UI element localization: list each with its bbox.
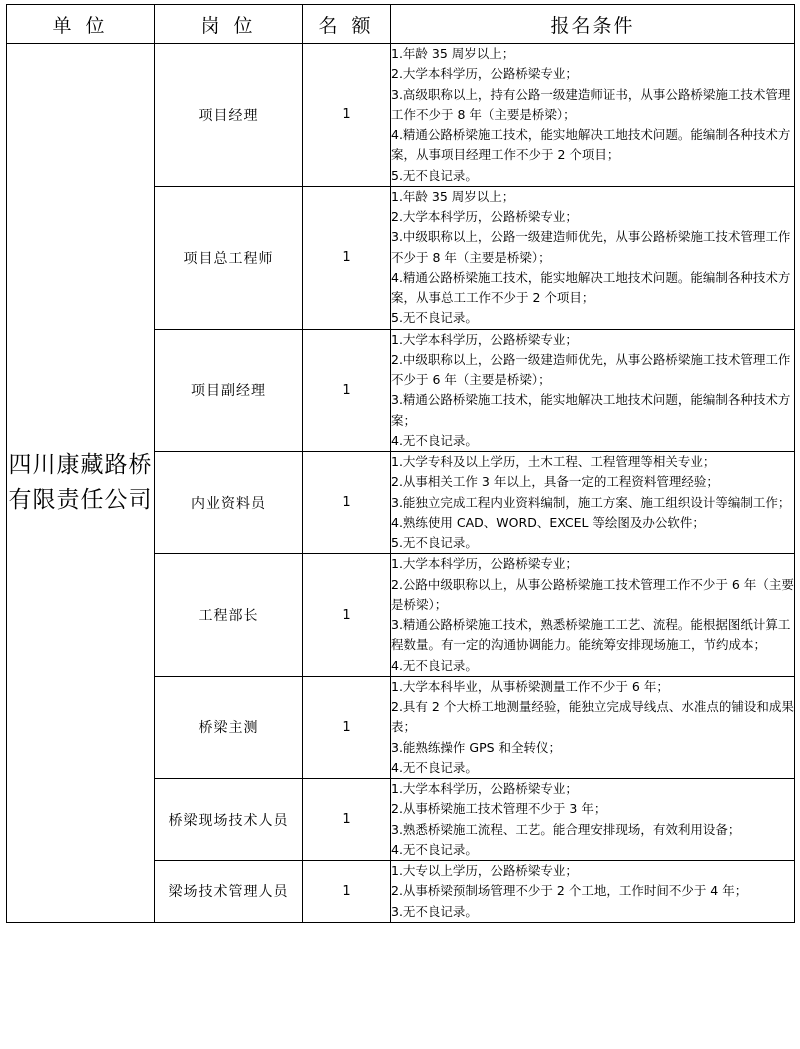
quota-cell: 1 — [303, 44, 391, 187]
condition-line: 1.大学本科学历，公路桥梁专业； — [391, 781, 578, 796]
condition-line: 5.无不良记录。 — [391, 535, 478, 550]
condition-line: 4.无不良记录。 — [391, 432, 478, 448]
column-header-post: 岗 位 — [155, 5, 303, 44]
conditions-cell — [391, 779, 795, 861]
condition-line: 4.精通公路桥梁施工技术，能实地解决工地技术问题。能编制各种技术方案，从事总工工作不少于 2 个项目； — [391, 269, 791, 305]
conditions-cell — [391, 329, 795, 452]
quota-cell: 1 — [303, 861, 391, 923]
condition-line: 3.无不良记录。 — [391, 903, 478, 919]
post-name-cell: 项目总工程师 — [155, 186, 303, 329]
post-name-cell: 项目副经理 — [155, 329, 303, 452]
table-header — [7, 5, 795, 44]
condition-line: 3.精通公路桥梁施工技术，能实地解决工地技术问题，能编制各种技术方案； — [391, 392, 791, 428]
condition-line: 2.大学本科学历，公路桥梁专业； — [391, 209, 578, 224]
condition-line: 1.大学本科毕业，从事桥梁测量工作不少于 6 年； — [391, 678, 669, 694]
condition-line: 2.具有 2 个大桥工地测量经验，能独立完成导线点、水准点的铺设和成果表； — [391, 699, 794, 735]
column-header-conditions: 报名条件 — [391, 5, 795, 44]
conditions-cell — [391, 452, 795, 554]
condition-line: 2.从事相关工作 3 年以上，具备一定的工程资料管理经验； — [391, 474, 719, 490]
post-name-cell: 梁场技术管理人员 — [155, 861, 303, 923]
condition-line: 2.中级职称以上，公路一级建造师优先，从事公路桥梁施工技术管理工作不少于 6 年（主要是桥梁）； — [391, 351, 791, 387]
unit-name-cell: 四川康藏路桥有限责任公司 — [7, 44, 155, 923]
condition-line: 2.从事桥梁施工技术管理不少于 3 年； — [391, 801, 607, 817]
conditions-cell — [391, 676, 795, 778]
post-name-cell: 桥梁现场技术人员 — [155, 779, 303, 861]
condition-line: 4.熟练使用 CAD、WORD、EXCEL 等绘图及办公软件； — [391, 514, 705, 530]
quota-cell: 1 — [303, 452, 391, 554]
condition-line: 3.能独立完成工程内业资料编制，施工方案、施工组织设计等编制工作； — [391, 494, 791, 510]
conditions-cell — [391, 44, 795, 187]
condition-line: 1.大学专科及以上学历，土木工程、工程管理等相关专业； — [391, 454, 716, 469]
condition-line: 2.从事桥梁预制场管理不少于 2 个工地，工作时间不少于 4 年； — [391, 883, 748, 899]
quota-cell: 1 — [303, 779, 391, 861]
quota-cell: 1 — [303, 329, 391, 452]
table-row — [7, 44, 795, 187]
condition-line: 3.熟悉桥梁施工流程、工艺。能合理安排现场，有效利用设备； — [391, 821, 741, 837]
condition-line: 1.大专以上学历，公路桥梁专业； — [391, 863, 578, 878]
recruitment-table — [6, 4, 795, 923]
condition-line: 1.大学本科学历，公路桥梁专业； — [391, 331, 578, 347]
condition-line: 5.无不良记录。 — [391, 167, 478, 183]
table-header-row — [7, 5, 795, 44]
post-name-cell: 项目经理 — [155, 44, 303, 187]
condition-line: 4.无不良记录。 — [391, 759, 478, 775]
post-name-cell: 内业资料员 — [155, 452, 303, 554]
column-header-quota: 名 额 — [303, 5, 391, 44]
condition-line: 3.高级职称以上，持有公路一级建造师证书，从事公路桥梁施工技术管理工作不少于 8 年（主要是桥梁）； — [391, 86, 791, 122]
condition-line: 3.能熟练操作 GPS 和全转仪； — [391, 739, 562, 755]
table-body — [7, 44, 795, 923]
conditions-cell — [391, 554, 795, 677]
condition-line: 5.无不良记录。 — [391, 310, 478, 326]
column-header-unit: 单 位 — [7, 5, 155, 44]
post-name-cell: 桥梁主测 — [155, 676, 303, 778]
quota-cell: 1 — [303, 676, 391, 778]
condition-line: 3.中级职称以上，公路一级建造师优先，从事公路桥梁施工技术管理工作不少于 8 年（主要是桥梁）； — [391, 229, 791, 265]
post-name-cell: 工程部长 — [155, 554, 303, 677]
quota-cell: 1 — [303, 554, 391, 677]
condition-line: 1.年龄 35 周岁以上； — [391, 46, 515, 61]
quota-cell: 1 — [303, 186, 391, 329]
condition-line: 3.精通公路桥梁施工技术，熟悉桥梁施工工艺、流程。能根据图纸计算工程数量。有一定的沟通协调能力。能统筹安排现场施工，节约成本； — [391, 617, 791, 653]
condition-line: 2.大学本科学历，公路桥梁专业； — [391, 66, 578, 82]
conditions-cell — [391, 861, 795, 923]
conditions-cell — [391, 186, 795, 329]
condition-line: 1.年龄 35 周岁以上； — [391, 188, 515, 204]
condition-line: 4.精通公路桥梁施工技术，能实地解决工地技术问题。能编制各种技术方案，从事项目经理工作不少于 2 个项目； — [391, 127, 791, 163]
condition-line: 1.大学本科学历，公路桥梁专业； — [391, 556, 578, 572]
condition-line: 2.公路中级职称以上，从事公路桥梁施工技术管理工作不少于 6 年（主要是桥梁）； — [391, 576, 794, 612]
condition-line: 4.无不良记录。 — [391, 841, 478, 857]
condition-line: 4.无不良记录。 — [391, 657, 478, 673]
